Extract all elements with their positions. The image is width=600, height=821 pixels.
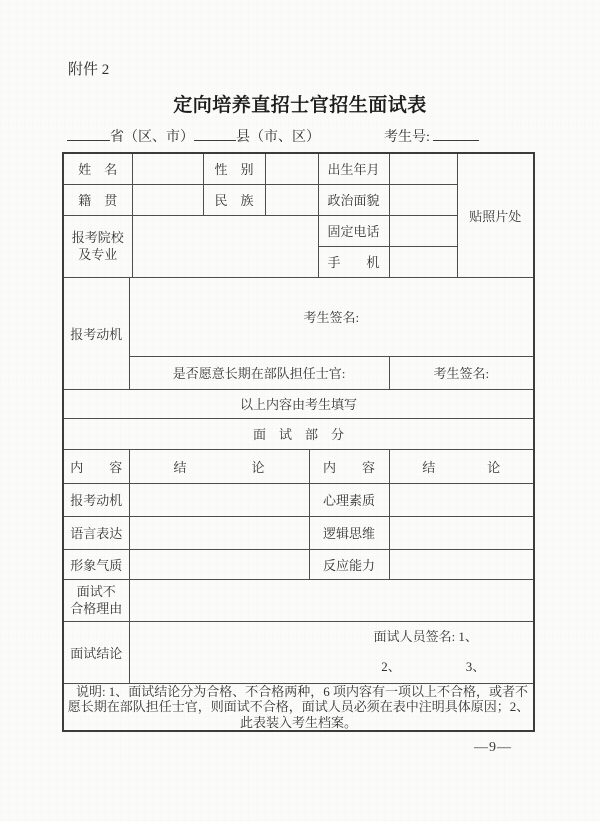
row-willingness <box>63 356 534 389</box>
psychology-conclusion-cell <box>389 483 534 516</box>
school-major-label-cell <box>63 215 132 277</box>
region-header-line <box>67 126 547 146</box>
motivation-label-cell: 报考动机 <box>63 277 129 389</box>
content2-header-cell: 内 容 <box>309 449 389 483</box>
school-label-line2: 及专业 <box>78 247 118 262</box>
filled-by-candidate-cell: 以上内容由考生填写 <box>63 389 534 418</box>
political-label-cell: 政治面貌 <box>318 184 389 215</box>
province-blank-line <box>67 126 110 141</box>
logic-conclusion-cell <box>389 516 534 549</box>
attachment-label: 附件 2 <box>68 62 110 78</box>
row-conclusion <box>63 621 534 683</box>
political-value-cell <box>389 184 457 215</box>
logic-item-label-cell: 逻辑思维 <box>309 516 389 549</box>
name-label-cell: 姓 名 <box>63 153 132 184</box>
notes-text: 说明: 1、面试结论分为合格、不合格两种，6 项内容有一项以上不合格，或者不愿长期在部队担任士官，则面试不合格，面试人员必须在表中注明具体原因；2、此表装入考生档案。 <box>67 683 530 730</box>
row-interview-header <box>63 449 534 483</box>
appearance-item-label-cell: 形象气质 <box>63 549 129 579</box>
content1-header-cell: 内 容 <box>63 449 129 483</box>
motivation-text-cell <box>129 277 534 356</box>
row-name-gender-birth <box>63 153 534 184</box>
motivation-conclusion-cell <box>129 483 309 516</box>
fail-reason-value-cell <box>129 579 534 621</box>
landline-value-cell <box>389 215 457 246</box>
school-major-value-cell <box>132 215 318 277</box>
interview-section-title-cell: 面 试 部 分 <box>63 418 534 449</box>
reaction-item-label-cell: 反应能力 <box>309 549 389 579</box>
gender-label-cell: 性 别 <box>203 153 265 184</box>
gender-value-cell <box>265 153 318 184</box>
fail-reason-label-line1: 面试不 <box>76 584 116 599</box>
row-interview-2 <box>63 516 534 549</box>
ethnicity-label-cell: 民 族 <box>203 184 265 215</box>
exam-number-label: 考生号: <box>384 130 430 145</box>
row-motivation <box>63 277 534 356</box>
native-place-value-cell <box>132 184 203 215</box>
signer2-label: 2、 <box>381 659 401 674</box>
conclusion2-header-cell: 结 论 <box>389 449 534 483</box>
interviewer-signature-line2 <box>130 658 534 676</box>
row-notes <box>63 683 534 731</box>
mobile-value-cell <box>389 246 457 277</box>
birth-label-cell: 出生年月 <box>318 153 389 184</box>
native-place-label-cell: 籍 贯 <box>63 184 132 215</box>
row-fail-reason <box>63 579 534 621</box>
signer3-label: 3、 <box>465 659 486 674</box>
notes-cell <box>63 683 534 731</box>
fail-reason-label-line2: 合格理由 <box>70 601 123 616</box>
appearance-conclusion-cell <box>129 549 309 579</box>
interviewer-signature-cell <box>129 621 534 683</box>
motivation-item-label-cell: 报考动机 <box>63 483 129 516</box>
fail-reason-label-cell <box>63 579 129 621</box>
language-conclusion-cell <box>129 516 309 549</box>
interview-form-table <box>62 152 535 732</box>
mobile-label-cell: 手 机 <box>318 246 389 277</box>
county-label: 县（市、区） <box>236 130 320 145</box>
form-title: 定向培养直招士官招生面试表 <box>173 95 427 116</box>
reaction-conclusion-cell <box>389 549 534 579</box>
ethnicity-value-cell <box>265 184 318 215</box>
row-interview-1 <box>63 483 534 516</box>
language-item-label-cell: 语言表达 <box>63 516 129 549</box>
candidate-signature-label: 考生签名: <box>303 310 360 325</box>
willingness-signature-cell: 考生签名: <box>389 356 534 389</box>
page-number: —9— <box>474 740 512 755</box>
row-interview-3 <box>63 549 534 579</box>
row-interview-section-title <box>63 418 534 449</box>
conclusion1-header-cell: 结 论 <box>129 449 309 483</box>
exam-number-blank-line <box>433 126 479 141</box>
name-value-cell <box>132 153 203 184</box>
interviewer-signature-line1: 面试人员签名: 1、 <box>373 629 478 644</box>
province-label: 省（区、市） <box>110 130 194 145</box>
photo-area-cell: 贴照片处 <box>457 153 534 277</box>
willingness-cell: 是否愿意长期在部队担任士官: <box>129 356 389 389</box>
psychology-item-label-cell: 心理素质 <box>309 483 389 516</box>
conclusion-label-cell: 面试结论 <box>63 621 129 683</box>
school-label-line1: 报考院校 <box>71 230 124 245</box>
landline-label-cell: 固定电话 <box>318 215 389 246</box>
birth-value-cell <box>389 153 457 184</box>
row-filled-by-candidate <box>63 389 534 418</box>
county-blank-line <box>194 126 236 141</box>
